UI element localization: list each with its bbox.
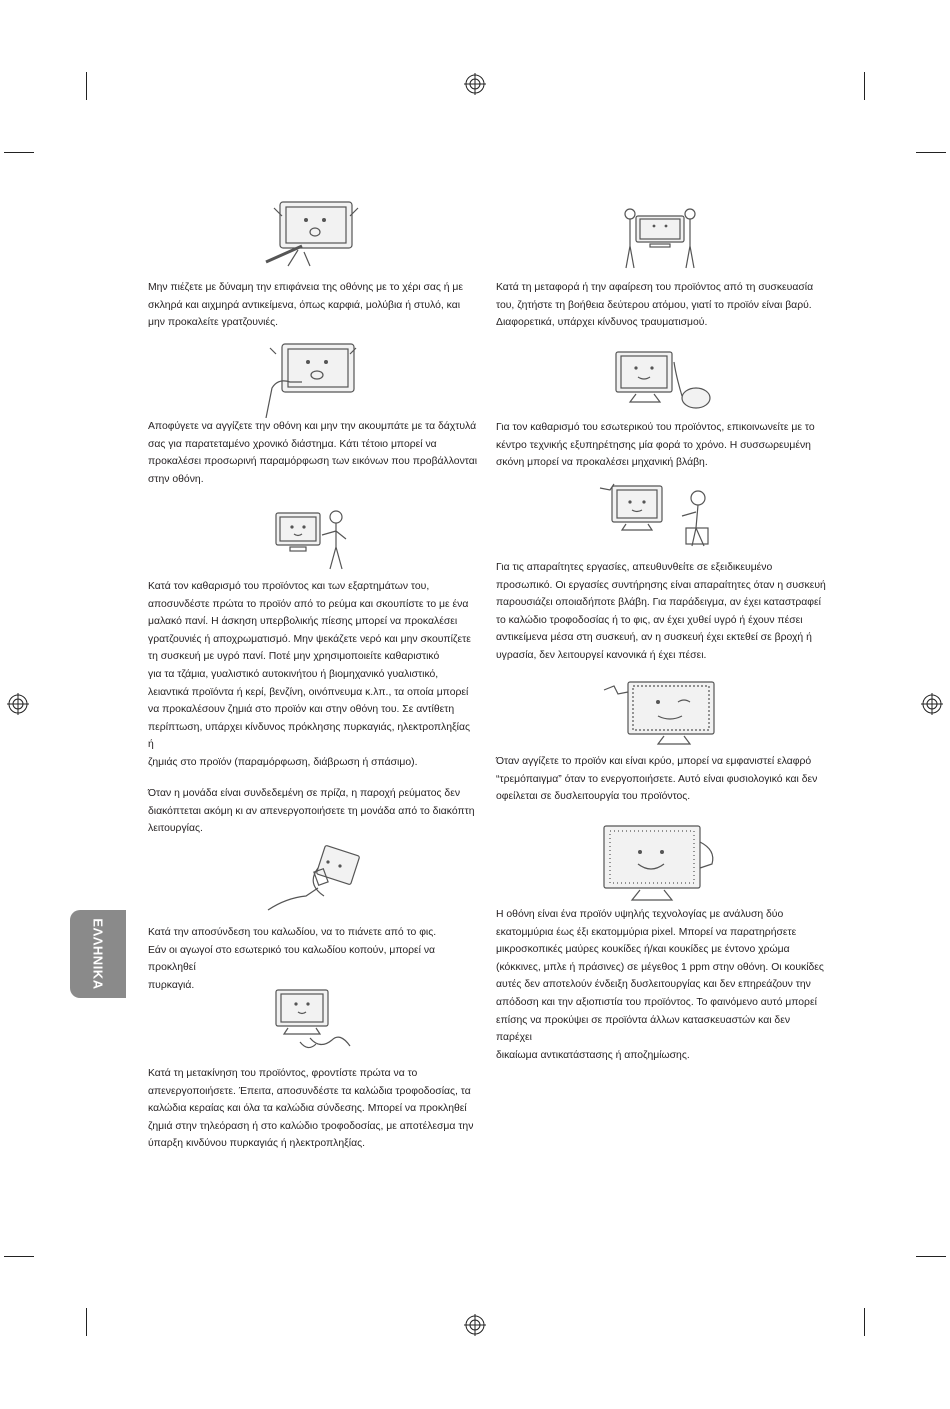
crop-mark (864, 1308, 865, 1336)
tv-cables-disconnect-illustration (270, 984, 356, 1054)
crop-mark (864, 72, 865, 100)
tv-cold-flicker-illustration (598, 676, 718, 746)
two-people-carry-tv-illustration (620, 202, 700, 270)
tv-pixel-dots-illustration (600, 822, 720, 906)
registration-mark-icon (7, 693, 29, 715)
service-technician-illustration (596, 480, 724, 550)
registration-mark-icon (464, 1314, 486, 1336)
left-paragraph-2: Αποφύγετε να αγγίζετε την οθόνη και μην την ακουμπάτε με τα δάχτυλά σας για παρατεταμένο χρονικό διάστημα. Κάτι τέτοιο μπορεί να προκαλέσει προσωρινή παραμόρφωση των εικόνων που προβάλλονται στην οθόνη. (148, 421, 478, 485)
left-paragraph-4: Όταν η μονάδα είναι συνδεδεμένη σε πρίζα, η παροχή ρεύματος δεν διακόπτεται ακόμη κι αν απενεργοποιήσετε τη μονάδα από το διακόπτη λειτουργίας. (148, 788, 475, 835)
crop-mark (916, 152, 946, 153)
left-paragraph-6: Κατά τη μετακίνηση του προϊόντος, φροντίστε πρώτα να το απενεργοποιήσετε. Έπειτα, αποσυνδέστε τα καλώδια τροφοδοσίας, τα καλώδια κεραίας και όλα τα καλώδια σύνδεσης. Μπορεί να προκληθεί ζημιά στην τηλεόραση ή στο καλώδιο τροφοδοσίας, με αποτέλεσμα την ύπαρξη κινδύνου πυρκαγιάς ή ηλεκτροπληξίας. (148, 1068, 474, 1150)
registration-mark-icon (921, 693, 943, 715)
language-tab (70, 910, 126, 998)
crop-mark (916, 1256, 946, 1257)
right-paragraph-1: Κατά τη μεταφορά ή την αφαίρεση του προϊόντος από τη συσκευασία του, ζητήστε τη βοήθεια δεύτερου ατόμου, γιατί το προϊόν είναι βαρύ. Διαφορετικά, υπάρχει κίνδυνος τραυματισμού. (496, 282, 814, 329)
crop-mark (4, 1256, 34, 1257)
crop-mark (86, 1308, 87, 1336)
registration-mark-icon (464, 73, 486, 95)
left-paragraph-3: Κατά τον καθαρισμό του προϊόντος και των εξαρτημάτων του, αποσυνδέστε πρώτα το προϊόν από το ρεύμα και σκουπίστε το με ένα μαλακό πανί. Η άσκηση υπερβολικής πίεσης μπορεί να προκαλέσει γρατζουνιές ή αποχρωματισμό. Μην ψεκάζετε νερό και μην σκουπίζετε τη συσκευή με υγρό πανί. Ποτέ μην χρησιμοποιείτε καθαριστικό για τα τζάμια, γυαλιστικό αυτοκινήτου ή βιομηχανικό γυαλιστικό, λειαντικά προϊόντα ή κερί, βενζίνη, οινόπνευμα κ.λπ., τα οποία μπορεί να προκαλέσουν ζημιά στο προϊόν και στην οθόνη του. Σε αντίθετη περίπτωση, υπάρχει κίνδυνος πρόκλησης πυρκαγιάς, ηλεκτροπληξίας ή ζημιάς στο προϊόν (παραμόρφωση, διάβρωση ή σπάσιμο). (148, 581, 471, 768)
crop-mark (86, 72, 87, 100)
left-paragraph-1: Μην πιέζετε με δύναμη την επιφάνεια της οθόνης με το χέρι σας ή με σκληρά και αιχμηρά αντικείμενα, όπως καρφιά, μολύβια ή στυλό, και μην προκαλείτε γρατζουνιές. (148, 282, 464, 329)
right-paragraph-2: Για τον καθαρισμό του εσωτερικού του προϊόντος, επικοινωνείτε με το κέντρο τεχνικής εξυπηρέτησης μία φορά το χρόνο. Η συσσωρευμένη σκόνη μπορεί να προκαλέσει μηχανική βλάβη. (496, 422, 815, 469)
left-paragraph-5: Κατά την αποσύνδεση του καλωδίου, να το πιάνετε από το φις. Εάν οι αγωγοί στο εσωτερικό του καλωδίου κοπούν, μπορεί να προκληθεί πυρκαγιά. (148, 927, 437, 991)
right-paragraph-4: Όταν αγγίζετε το προϊόν και είναι κρύο, μπορεί να εμφανιστεί ελαφρό “τρεμόπαιγμα” όταν το ενεργοποιήσετε. Αυτό είναι φυσιολογικό και δεν οφείλεται σε δυσλειτουργία του προϊόντος. (496, 756, 818, 803)
tv-cleaning-person-illustration (270, 503, 356, 571)
tv-vacuum-illustration (608, 346, 718, 412)
unplug-cord-illustration (266, 844, 362, 914)
language-tab-label: ΕΛΛΗΝΙΚΑ (90, 918, 106, 990)
tv-scratch-pen-illustration (262, 196, 372, 272)
tv-finger-touch-illustration (262, 338, 362, 418)
crop-mark (4, 152, 34, 153)
right-paragraph-3: Για τις απαραίτητες εργασίες, απευθυνθείτε σε εξειδικευμένο προσωπικό. Οι εργασίες συντήρησης είναι απαραίτητες όταν η συσκευή παρουσιάζει οποιαδήποτε βλάβη. Για παράδειγμα, αν έχει καταστραφεί το καλώδιο τροφοδοσίας ή το φις, αν έχει χυθεί υγρό ή έχουν πέσει αντικείμενα μέσα στη συσκευή, αν η συσκευή έχει εκτεθεί σε βροχή ή υγρασία, δεν λειτουργεί κανονικά ή έχει πέσει. (496, 562, 826, 661)
right-paragraph-5: Η οθόνη είναι ένα προϊόν υψηλής τεχνολογίας με ανάλυση δύο εκατομμύρια έως έξι εκατομμύρια pixel. Μπορεί να παρατηρήσετε μικροσκοπικές μαύρες κουκίδες ή/και κουκίδες με έντονο χρώμα (κόκκινες, μπλε ή πράσινες) σε μέγεθος 1 ppm στην οθόνη. Οι κουκίδες αυτές δεν αποτελούν ένδειξη δυσλειτουργίας και δεν επηρεάζουν την απόδοση και την αξιοπιστία του προϊόντος. Το φαινόμενο αυτό μπορεί επίσης να προκύψει σε προϊόντα άλλων κατασκευαστών και δεν παρέχει δικαίωμα αντικατάστασης ή αποζημίωσης. (496, 909, 824, 1061)
